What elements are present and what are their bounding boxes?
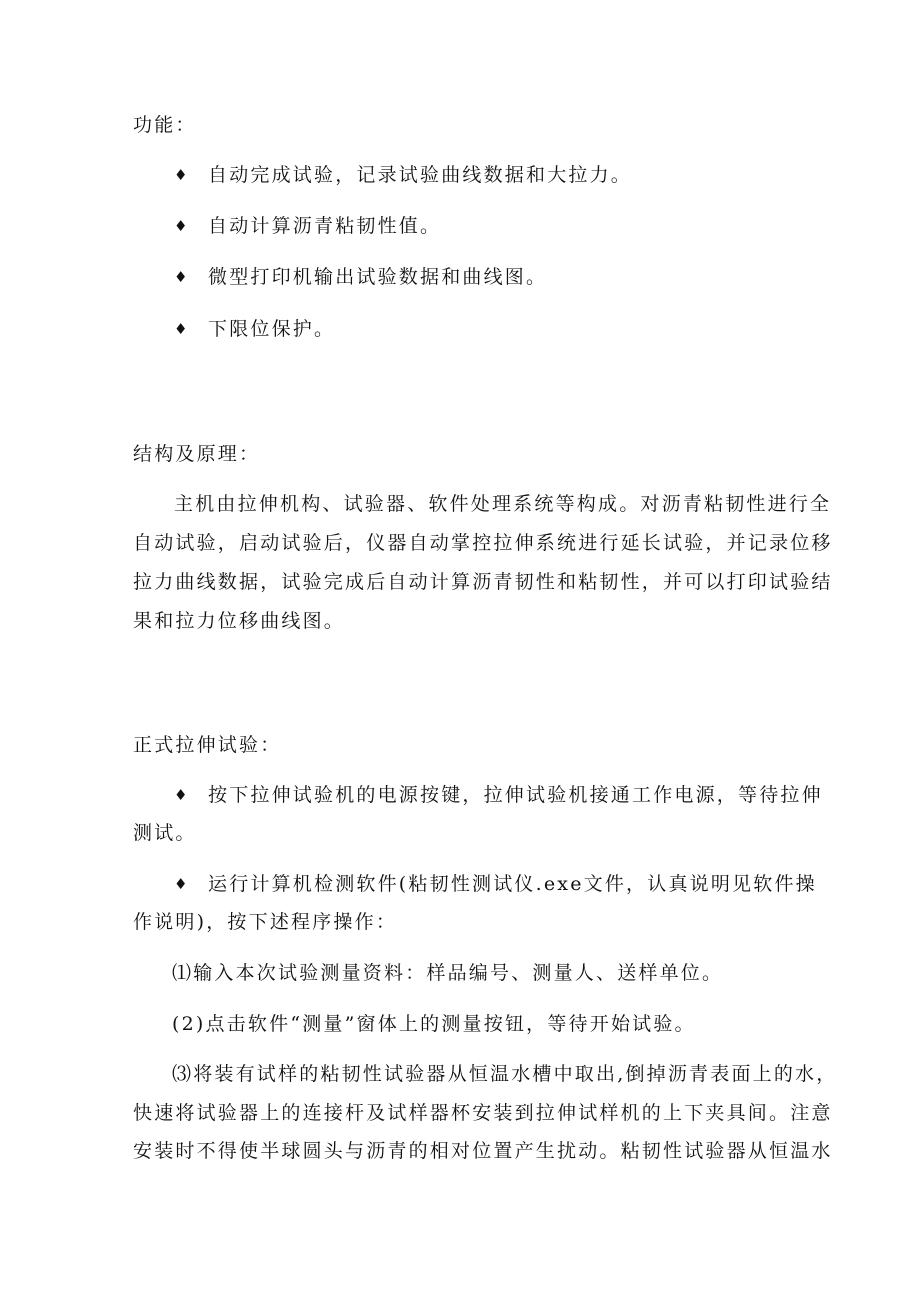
test-step-2: (2)点击软件“测量”窗体上的测量按钮，等待开始试验。 [172,1013,696,1035]
feature-item-2: 自动计算沥青粘韧性值。 [208,215,442,237]
bullet-icon: ♦ [174,217,188,235]
features-heading: 功能： [133,114,197,136]
test-bullet-2-line-1: 运行计算机检测软件(粘韧性测试仪.exe文件，认真说明见软件操 [208,873,817,895]
bullet-icon: ♦ [174,268,188,286]
test-step-1: ⑴输入本次试验测量资料：样品编号、测量人、送样单位。 [172,962,724,984]
feature-item-3: 微型打印机输出试验数据和曲线图。 [208,266,548,288]
structure-paragraph-line-3: 拉力曲线数据，试验完成后自动计算沥青韧性和粘韧性，并可以打印试验结 [133,571,833,593]
structure-paragraph-line-4: 果和拉力位移曲线图。 [133,610,346,632]
test-bullet-2-line-2: 作说明)，按下述程序操作： [133,911,398,933]
structure-paragraph-line-1: 主机由拉伸机构、试验器、软件处理系统等构成。对沥青粘韧性进行全 [174,493,832,515]
structure-heading: 结构及原理： [133,443,261,465]
bullet-icon: ♦ [174,786,188,804]
feature-item-4: 下限位保护。 [208,318,336,340]
test-step-3-line-3: 安装时不得使半球圆头与沥青的相对位置产生扰动。粘韧性试验器从恒温水 [133,1140,833,1162]
bullet-icon: ♦ [174,320,188,338]
test-bullet-1-line-1: 按下拉伸试验机的电源按键，拉伸试验机接通工作电源，等待拉伸 [208,784,823,806]
structure-paragraph-line-2: 自动试验，启动试验后，仪器自动掌控拉伸系统进行延长试验，并记录位移 [133,532,833,554]
bullet-icon: ♦ [174,875,188,893]
bullet-icon: ♦ [174,166,188,184]
test-step-3-line-2: 快速将试验器上的连接杆及试样器杯安装到拉伸试样机的上下夹具间。注意 [133,1102,833,1124]
feature-item-1: 自动完成试验，记录试验曲线数据和大拉力。 [208,164,633,186]
test-bullet-1-line-2: 测试。 [133,822,197,844]
test-heading: 正式拉伸试验： [133,734,282,756]
test-step-3-line-1: ⑶将装有试样的粘韧性试验器从恒温水槽中取出,倒掉沥青表面上的水， [172,1063,838,1085]
